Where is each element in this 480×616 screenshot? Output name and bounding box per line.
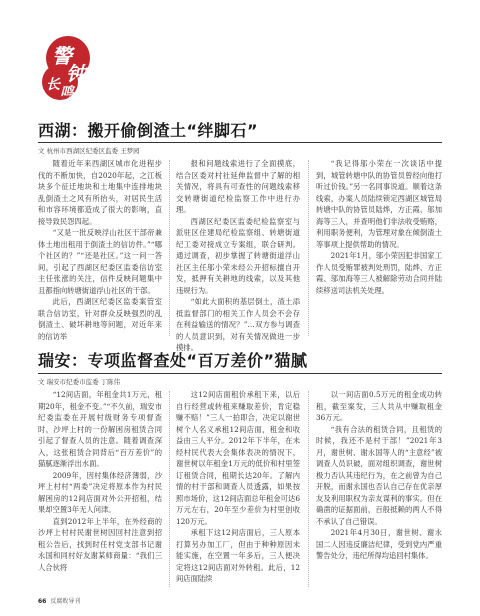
paragraph: 2021年4月30日，谢世树、谢永国二人因违反廉洁纪律，受到党内严重警告处分，违纪所得均追回村集体。 <box>316 528 442 560</box>
paragraph: 2021年1月，邬小荣因犯非国家工作人员受贿罪被判处刑罚，陆烨、方正霞、邬加海等三人被解除劳动合同并陆续移送司法机关处理。 <box>316 251 442 295</box>
column-divider <box>308 391 309 587</box>
paragraph: 2009年，因村集体经济薄弱，沙坪上村村“两委”决定将原本作为村民解困房的12间店面对外公开招租，结果却空置3年无人问津。 <box>38 470 162 514</box>
article-1-column-3 <box>316 158 442 296</box>
paragraph: 承租下这12间店面后，三人原本打算另办加工厂，但由于种种原因未能实施，在空置一年多后，三人便决定将这12间店面对外转租。此后，12间店面陆续 <box>176 528 300 583</box>
column-divider <box>169 160 170 336</box>
paragraph: “如此大面积的基层倒土，渣土添抵监督部门的相关工作人员会不会存在利益输送的情况？”…双方参与调查的人员意识到，对有关情况做进一步摸排。 <box>176 297 300 352</box>
paragraph: 直到2012年上半年，在外经商的沙坪上村村民谢世树因回村注意到招租公告后，找到时任村党支部书记谢永国和同村好友谢某师商量：“我们三人合伙将 <box>38 516 162 572</box>
paragraph: “12间店面，年租金共1万元，租期20年，租金不变。”“不久前，瑞安市纪委监委在开展村级财务专项督查时，沙坪上村的一份解困房租赁合同引起了督查人员的注意。随着调查深入，这张租赁合同背后“百万差价”的猫腻逐渐浮出水面。 <box>38 390 162 468</box>
page-footer <box>38 596 80 605</box>
article-1-column-2 <box>176 158 300 354</box>
logo-char-4: 鸣 <box>60 85 74 101</box>
paragraph: 此后，西湖区纪委区监委案管室联合信访室，针对群众反映强烈的乱倒渣土、破坏耕地等问题，对近年来的信访举 <box>38 297 162 341</box>
logo-char-2: 钟 <box>66 62 86 86</box>
article-1-column-1 <box>38 158 162 342</box>
article-2-column-2 <box>176 389 300 585</box>
article-1-byline: 文 杭州市西湖区纪委区监委 王梦园 <box>38 147 140 155</box>
article-2-column-1 <box>38 389 162 573</box>
logo-char-3: 长 <box>46 77 60 93</box>
paragraph: 这12间店面租价承租下来，以后自行经营或转租来赚取差价，肯定稳赚不赔！”三人一拍即合，决定以谢世树个人名义承租12间店面，租金和收益由三人平分。2012年下半年，在未经村民代表大会集体表决的情况下，谢世树以年租金1万元的低价和村里签订租赁合同，租期长达20年。了解内情的村干部和调查人员透露，如果按照市场价，这12间店面总年租金可达6万元左右，20年至少差价为村里创收120万元。 <box>176 390 300 526</box>
article-1-title-rule <box>38 142 442 143</box>
logo-char-1: 警 <box>52 44 72 68</box>
article-2-byline: 文 瑞安市纪委市监委 丁陈伟 <box>38 378 121 386</box>
paragraph: 以一间店面0.5万元的租金成功转租，截至案发，三人共从中赚取租金36万元。 <box>316 390 442 422</box>
page-number: 66 <box>38 598 47 605</box>
section-logo <box>40 34 98 104</box>
paragraph: “我有合法的租赁合同，且租赁的时候，我还不是村干部！”2021年3月，谢世树、谢永国等人的“主意经”被调查人员识破，面对组织调查，谢世树极力否认其违纪行为，在之前曾为自己开脱，而谢永国也否认自己存在优亲厚友及利用职权为亲友谋利的事实。但在确凿的证据面前，百般抵赖的两人不得不承认了自己错误。 <box>316 424 442 526</box>
paragraph: “我记得邬小荣在一次谈话中提到，城管转塘中队的协管员曾经向他打听过价钱。”另一名同事说道。顺着这条线索，办案人员陆续锁定西湖区城管局转塘中队的协管员陆烨，方正霞、邬加海等三人，并查明他们非法收受贿赂，利用职务便利，为管理对象在倾倒渣土等事项上提供帮助的情况。 <box>316 159 442 249</box>
article-2-title-rule <box>38 373 442 374</box>
paragraph: “又是一批反映浮山社区干部帝兼体土地出租用于倒渣土的信访件。”“哪个社区的？”“还是社区。”这一问一答间，引起了西湖区纪委区监委信访室主任张涨的关注，信件反映问题集中且都指向转塘街道浮山社区的干部。 <box>38 228 162 295</box>
paragraph: 西湖区纪委区监委纪检监察室与派驻区住建局纪检监察组、转塘街道纪工委对接成立专案组，联合研判。通过调查，初步掌握了转塘街道浮山社区主任邬小荣未经公开招标擅自开发，抵押有关耕地的线索，以及其他违规行为。 <box>176 216 300 295</box>
article-1-title: 西湖：搬开偷倒渣土“绊脚石” <box>38 121 259 140</box>
column-divider <box>308 160 309 336</box>
paragraph: 随着近年来西湖区城市化进程步伐的不断加快，自2020年起，之江板块多个征迁地块和土地集中连排地块乱倒渣土之风有所抬头，对居民生活和市容环境都造成了很大的影响，直接导致民怨四起。 <box>38 159 162 226</box>
paragraph: 报和问题线索进行了全面摸底，结合区委对村社延伸监督中了解的相关情况，将具有可查性的问题线索移交转塘街道纪检监察工作中进行办理。 <box>176 159 300 214</box>
article-2-column-3 <box>316 389 442 562</box>
journal-name: 反腐败导刊 <box>50 598 81 605</box>
article-2-title: 瑞安：专项监督查处“百万差价”猫腻 <box>38 351 308 370</box>
column-divider <box>169 391 170 587</box>
